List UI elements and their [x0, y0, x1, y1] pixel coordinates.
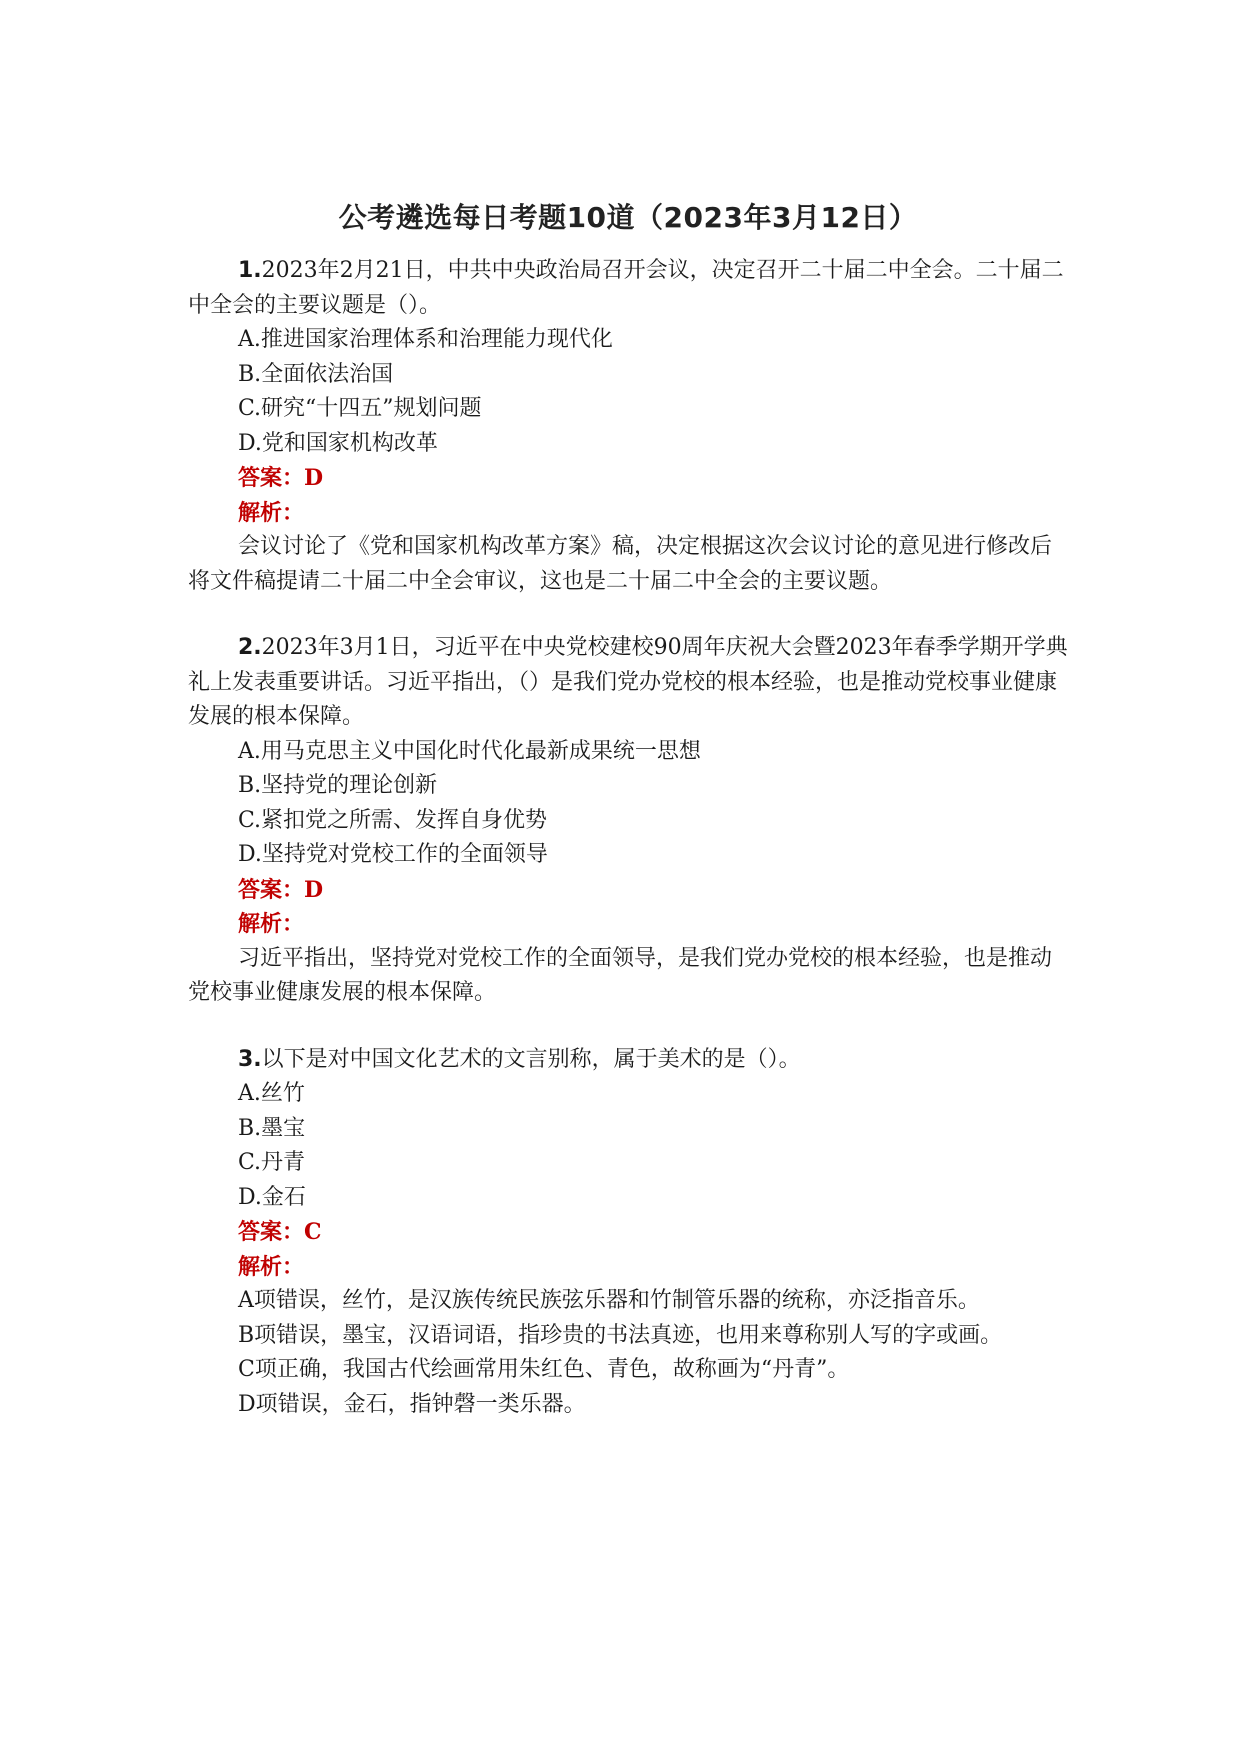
- question-number: 2.: [238, 635, 262, 660]
- question-stem: [188, 254, 1068, 323]
- page-title: 公考遴选每日考题10道（2023年3月12日）: [338, 201, 918, 234]
- option-d: D.坚持党对党校工作的全面领导: [238, 842, 548, 867]
- question-text: 以下是对中国文化艺术的文言别称，属于美术的是（）。: [261, 1046, 801, 1072]
- option-c: C.研究“十四五”规划问题: [238, 396, 482, 421]
- explanation-paragraph: D项错误，金石，指钟磬一类乐器。: [238, 1391, 586, 1417]
- analysis-label: 解析：: [238, 911, 305, 937]
- option-c: C.丹青: [238, 1150, 306, 1175]
- option-d: D.金石: [238, 1184, 306, 1210]
- answer-line: 答案：D: [238, 465, 324, 491]
- question-stem: [188, 631, 1068, 735]
- explanation-paragraph: A项错误，丝竹，是汉族传统民族弦乐器和竹制管乐器的统称，亦泛指音乐。: [238, 1288, 980, 1313]
- question-text: 2023年2月21日，中共中央政治局召开会议，决定召开二十届二中全会。二十届二中全会的主要议题是（）。: [188, 258, 1064, 318]
- document-page: [188, 196, 1068, 1454]
- explanation-paragraph: 会议讨论了《党和国家机构改革方案》稿，决定根据这次会议讨论的意见进行修改后将文件稿提请二十届二中全会审议，这也是二十届二中全会的主要议题。: [188, 534, 1053, 594]
- option-a: A.用马克思主义中国化时代化最新成果统一思想: [238, 738, 701, 764]
- answer-line: 答案：D: [238, 876, 324, 903]
- option-d: D.党和国家机构改革: [238, 430, 438, 456]
- question-number: 1.: [238, 258, 262, 283]
- question-text: 2023年3月1日，习近平在中央党校建校90周年庆祝大会暨2023年春季学期开学典礼上发表重要讲话。习近平指出，（）是我们党办党校的根本经验，也是推动党校事业健康发展的根本保障。: [188, 635, 1068, 729]
- question-3: [188, 1043, 1068, 1423]
- option-b: B.墨宝: [238, 1115, 306, 1141]
- question-1: [188, 254, 1068, 599]
- option-a: A.丝竹: [238, 1081, 305, 1106]
- analysis-label: 解析：: [238, 499, 305, 526]
- analysis-label: 解析：: [238, 1253, 305, 1280]
- option-a: A.推进国家治理体系和治理能力现代化: [238, 327, 613, 352]
- question-2: [188, 631, 1068, 1011]
- option-c: C.紧扣党之所需、发挥自身优势: [238, 807, 548, 833]
- option-b: B.全面依法治国: [238, 361, 394, 387]
- explanation-paragraph: B项错误，墨宝，汉语词语，指珍贵的书法真迹，也用来尊称别人写的字或画。: [238, 1322, 1003, 1348]
- question-stem: [188, 1043, 1068, 1078]
- answer-line: 答案：C: [238, 1219, 322, 1245]
- explanation-paragraph: C项正确，我国古代绘画常用朱红色、青色，故称画为“丹青”。: [238, 1357, 850, 1382]
- question-number: 3.: [238, 1046, 262, 1072]
- option-b: B.坚持党的理论创新: [238, 773, 438, 798]
- explanation-paragraph: 习近平指出，坚持党对党校工作的全面领导，是我们党办党校的根本经验，也是推动党校事业健康发展的根本保障。: [188, 945, 1053, 1005]
